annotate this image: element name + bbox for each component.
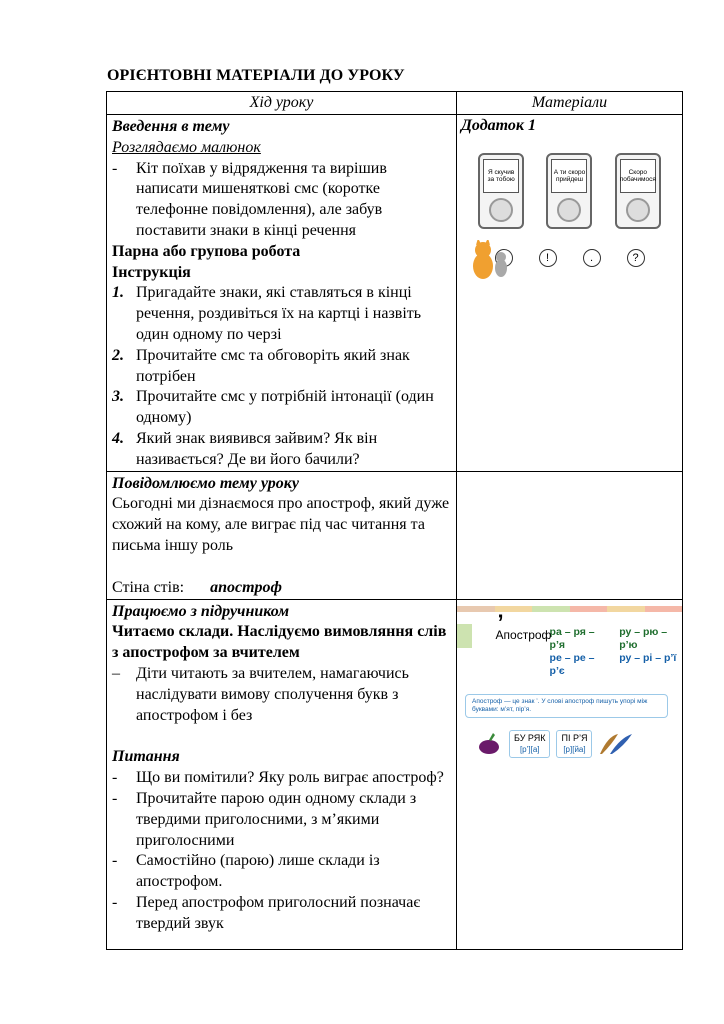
word-card: БУ РЯК [р’][а] <box>509 730 550 758</box>
word-wall <box>112 578 452 599</box>
table-header-row <box>107 92 683 115</box>
question-item: - Перед апострофом приголосний позначає твердий звук <box>112 893 421 932</box>
col-header-lesson: Хід уроку <box>107 92 457 115</box>
section-heading: Введення в тему <box>112 118 230 135</box>
word-wall-word: апостроф <box>210 578 283 596</box>
apostrophe-mark: ’ <box>497 609 504 635</box>
list-item: - Кіт поїхав у відрядження та вирішив написати мишеняткові смс (коротке телефонне повідомлення), але забув поставити знаки в кінці речення <box>112 159 387 239</box>
sign-exclamation: ! <box>539 249 557 267</box>
apostrophe-label: ’ Апостроф <box>495 609 552 642</box>
list-item: – Діти читають за вчителем, намагаючись наслідувати вимову сполучення букв з апострофом і без <box>112 664 409 724</box>
section-heading: Повідомлюємо тему уроку <box>112 474 299 492</box>
apostrophe-definition: Апостроф — це знак ’. У слові апостроф пишуть упорі між буквами: м’ят, пір’я. <box>465 694 668 718</box>
textbook-excerpt <box>457 606 682 758</box>
step-item: 3. Прочитайте смс у потрібній інтонації (один одному) <box>112 388 434 427</box>
word-wall-label: Стіна стів: <box>112 578 185 596</box>
col-header-materials: Матеріали <box>457 92 683 115</box>
work-mode: Парна або групова робота <box>112 242 301 260</box>
material-title: Додаток 1 <box>461 117 536 134</box>
sign-period: . <box>583 249 601 267</box>
syllables-right: ру – рю – р’ю ру – рі – р’ї <box>619 625 677 664</box>
questions-label: Питання <box>112 748 180 766</box>
document-title: ОРІЄНТОВНІ МАТЕРІАЛИ ДО УРОКУ <box>107 67 405 84</box>
syllables-left: ра – ря – р’я ре – ре – р’є <box>549 625 595 677</box>
section-subheading: Розглядаємо малюнок <box>112 138 261 156</box>
section-intro-row <box>107 115 683 472</box>
instruction-label: Інструкція <box>112 263 191 281</box>
sign-question: ? <box>627 249 645 267</box>
beet-icon <box>477 733 503 755</box>
lesson-table <box>106 91 683 950</box>
example-words <box>457 730 682 758</box>
section-textbook-row <box>107 599 683 949</box>
task-text: Читаємо склади. Наслідуємо вимовляння слів з апострофом за вчителем <box>112 623 447 662</box>
feathers-icon <box>598 732 634 756</box>
color-stripes <box>457 606 682 612</box>
topic-text: Сьогодні ми дізнаємося про апостроф, який дуже схожий на кому, але виграє під час читання та письма іншу роль <box>112 495 450 554</box>
cat-and-mouse-illustration <box>461 240 521 280</box>
question-item: - Самостійно (парою) лише склади із апострофом. <box>112 852 380 891</box>
question-item: - Прочитайте парою один одному склади з твердими приголосними, з м’якими приголосними <box>112 789 417 849</box>
section-heading: Працюємо з підручником <box>112 602 290 620</box>
step-item: 1. Пригадайте знаки, які ставляться в кінці речення, роздивіться їх на картці і назвіть один одному по черзі <box>112 284 422 343</box>
section-topic-row <box>107 471 683 599</box>
word-card: ПІ Р’Я [р][йа] <box>556 730 592 758</box>
phones-illustration <box>461 153 678 229</box>
phone-image: А ти скоро прийдеш <box>546 153 592 229</box>
phone-image: Я скучив за тобою <box>478 153 524 229</box>
step-item: 4. Який знак виявився зайвим? Як він називається? Де ви його бачили? <box>112 429 378 468</box>
question-item: - Що ви помітили? Яку роль виграє апостроф? <box>112 769 444 787</box>
step-item: 2. Прочитайте смс та обговоріть який знак потрібен <box>112 346 410 385</box>
phone-image: Скоро побачимося <box>615 153 661 229</box>
